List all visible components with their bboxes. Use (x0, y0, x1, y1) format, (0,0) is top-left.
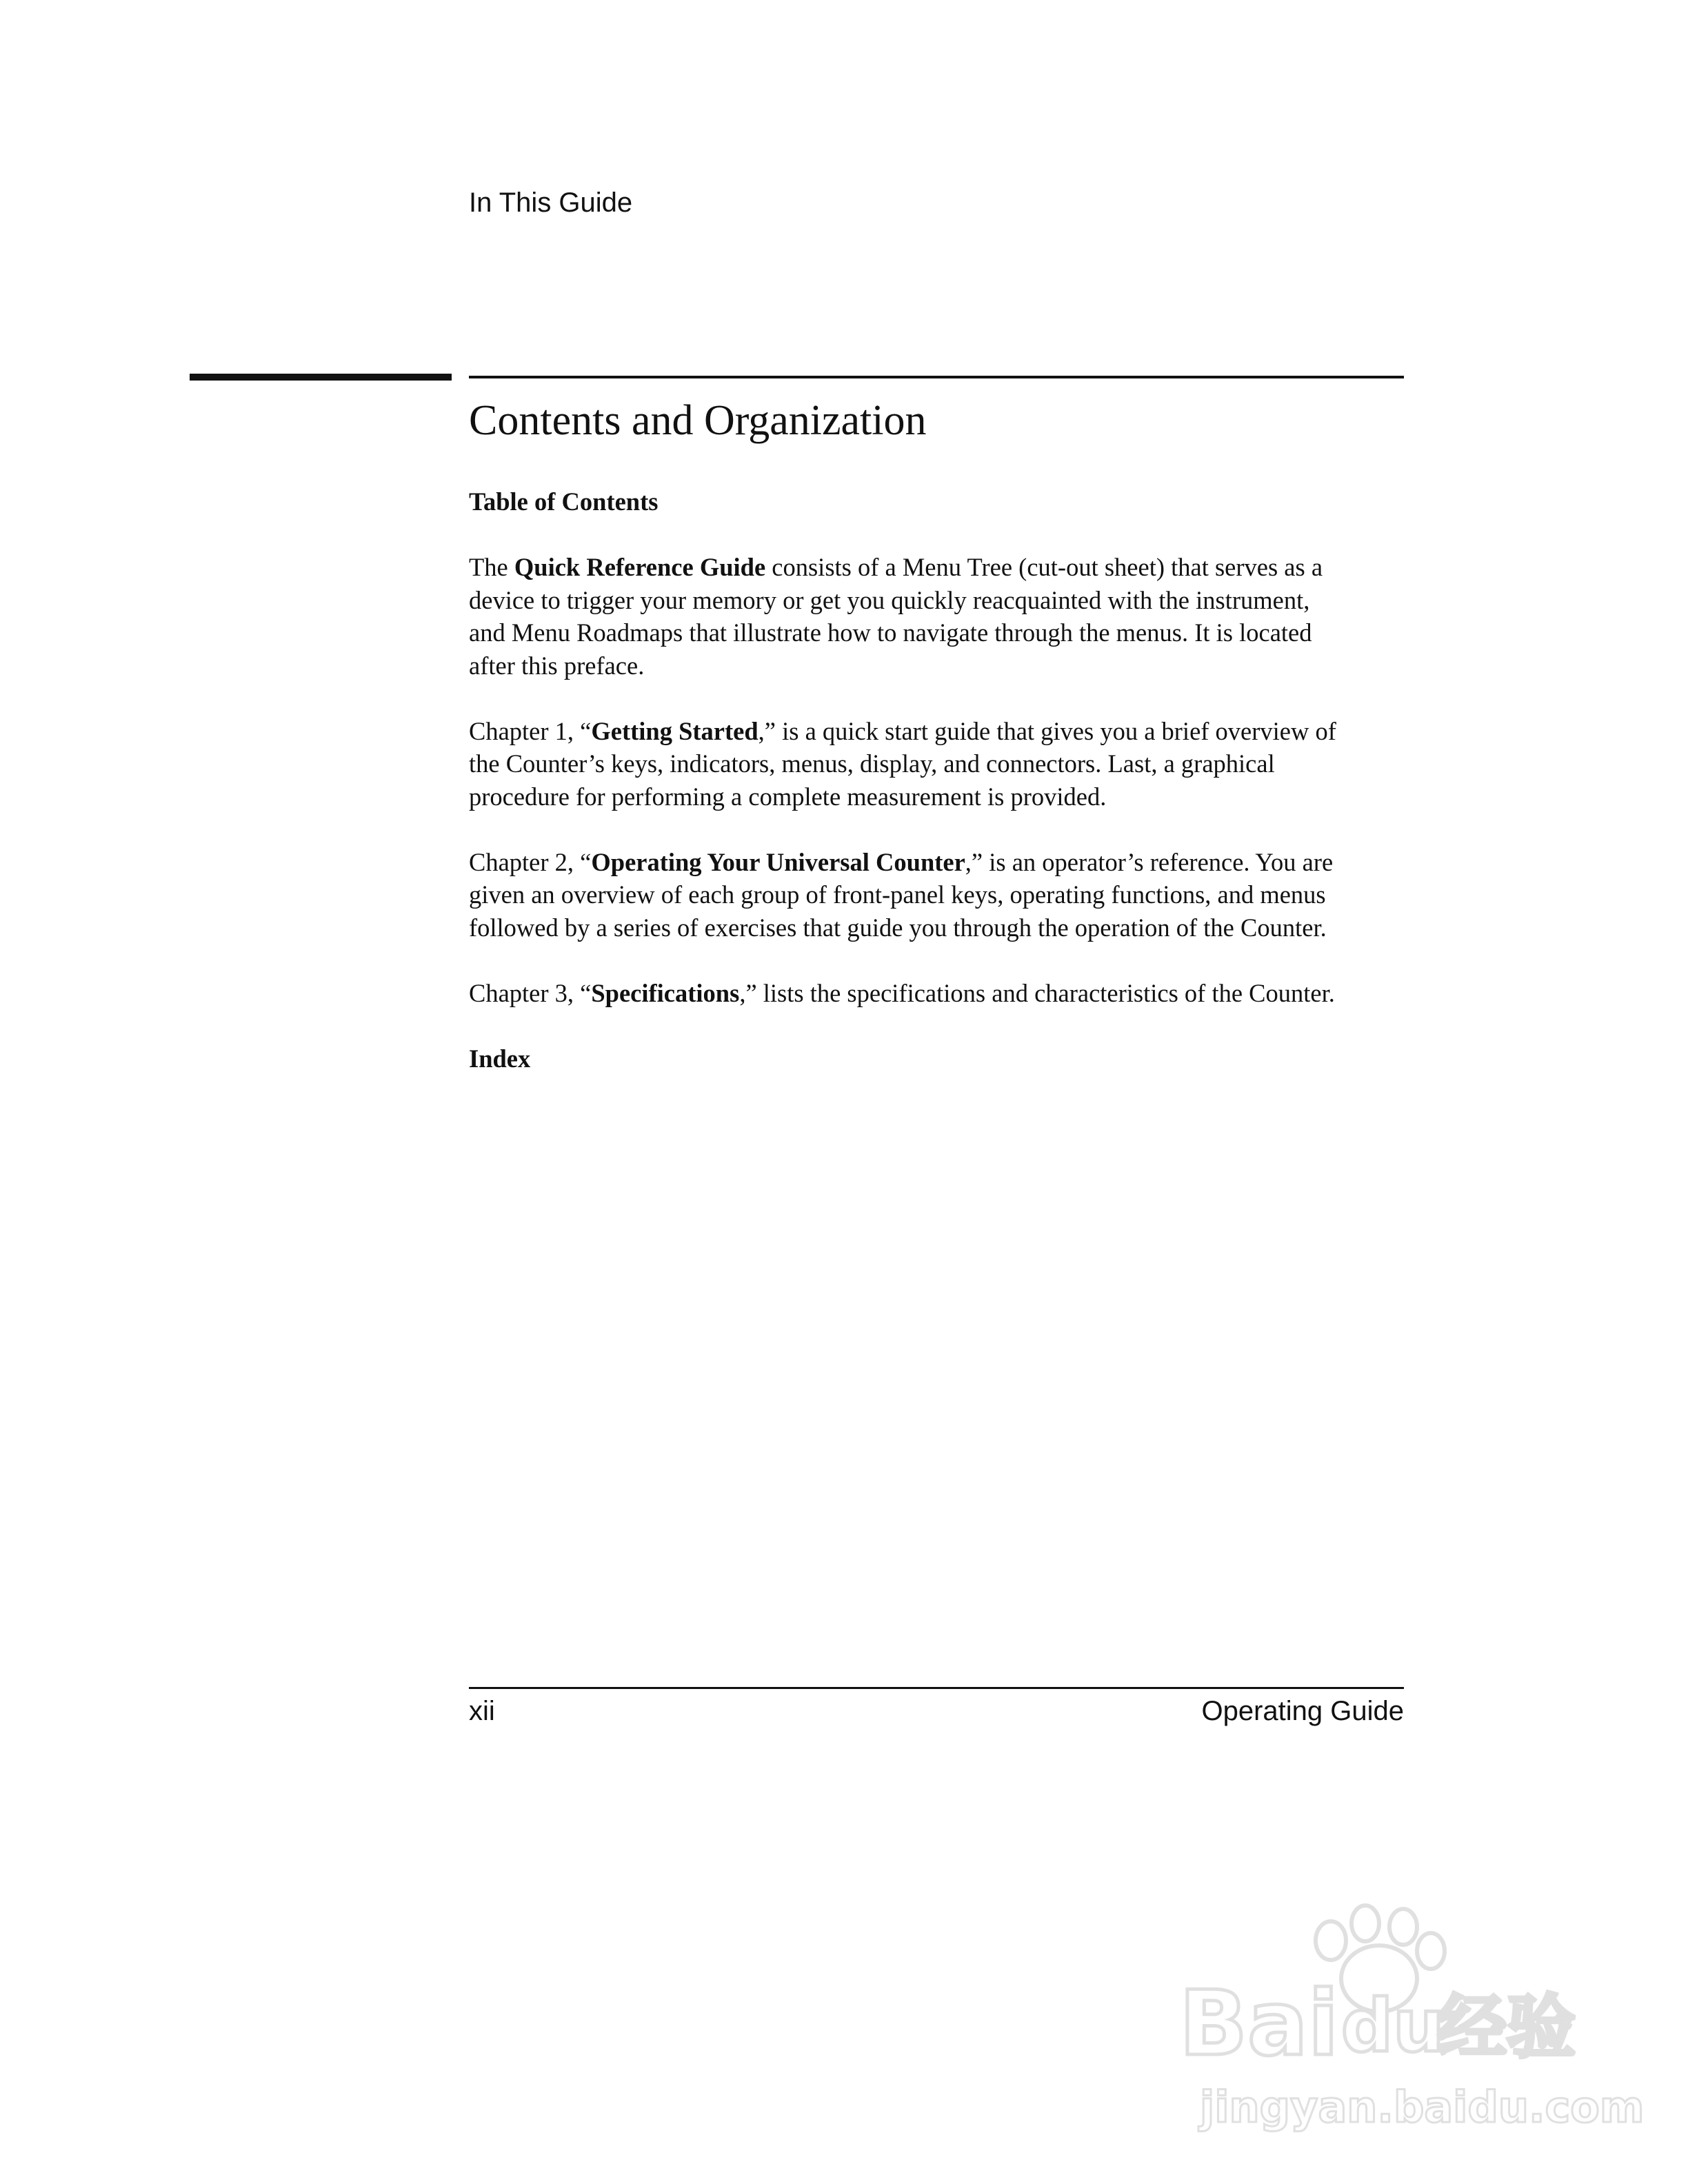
getting-started-term: Getting Started (591, 716, 758, 745)
p1-line1-pre: The (469, 553, 514, 581)
p1-line3: and Menu Roadmaps that illustrate how to navigate through the menus. It is located (469, 618, 1312, 647)
p3-line2: given an overview of each group of front-panel keys, operating functions, and menus (469, 880, 1326, 909)
footer-guide-name: Operating Guide (1201, 1696, 1404, 1726)
page-number: xii (469, 1696, 495, 1726)
p2-line1-pre: Chapter 1, “ (469, 716, 592, 745)
p3-line1-post: ,” is an operator’s reference. You are (965, 847, 1334, 876)
p2-line3: procedure for performing a complete measurement is provided. (469, 782, 1107, 811)
footer-rule (469, 1687, 1404, 1689)
p1-line2: device to trigger your memory or get you quickly reacquainted with the instrument, (469, 585, 1310, 614)
section-title: Contents and Organization (469, 397, 927, 444)
svg-text:Bai: Bai (1179, 1971, 1339, 2076)
p1-line1-post: consists of a Menu Tree (cut-out sheet) that serves as a (765, 553, 1323, 581)
paragraph-quick-reference (469, 551, 1420, 682)
p2-line2: the Counter’s keys, indicators, menus, display, and connectors. Last, a graphical (469, 749, 1275, 778)
baidu-watermark-logo (1172, 1903, 1645, 2137)
section-rule (469, 376, 1404, 378)
specifications-term: Specifications (591, 978, 740, 1007)
paragraph-chapter-1 (469, 715, 1420, 813)
toc-heading: Table of Contents (469, 487, 659, 516)
p4-line1-post: ,” lists the specifications and characteristics of the Counter. (739, 978, 1335, 1007)
running-header: In This Guide (469, 188, 633, 218)
p2-line1-post: ,” is a quick start guide that gives you a brief overview of (758, 716, 1336, 745)
operating-counter-term: Operating Your Universal Counter (591, 847, 965, 876)
p4-line1-pre: Chapter 3, “ (469, 978, 592, 1007)
section-rule-left (190, 374, 452, 381)
p1-line4: after this preface. (469, 651, 645, 680)
paragraph-chapter-2 (469, 846, 1420, 944)
svg-text:jingyan.baidu.com: jingyan.baidu.com (1200, 2082, 1645, 2132)
p3-line1-pre: Chapter 2, “ (469, 847, 592, 876)
quick-reference-guide-term: Quick Reference Guide (514, 553, 766, 581)
p3-line3: followed by a series of exercises that guide you through the operation of the Counter. (469, 913, 1327, 942)
index-heading: Index (469, 1044, 531, 1073)
svg-text:du: du (1341, 1984, 1445, 2068)
svg-text:经验: 经验 (1438, 1987, 1576, 2067)
paragraph-chapter-3 (469, 977, 1420, 1010)
section-body (469, 485, 1420, 1108)
